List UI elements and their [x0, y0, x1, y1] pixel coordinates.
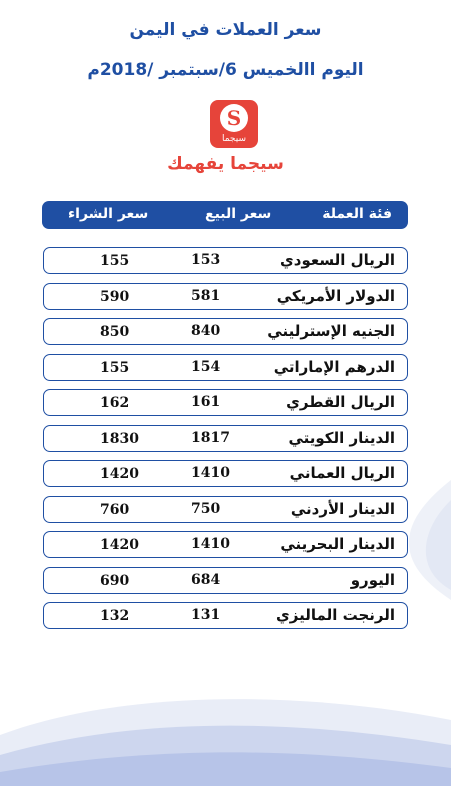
- sell-price: 750: [191, 500, 221, 517]
- buy-price: 155: [100, 359, 130, 376]
- sell-price: 131: [191, 607, 221, 623]
- currency-name: الدينار الأردني: [290, 499, 395, 518]
- sell-price: 1817: [191, 429, 230, 446]
- table-row: [43, 354, 408, 381]
- table-row: [43, 389, 408, 416]
- sell-price: 154: [191, 358, 221, 375]
- currency-name: اليورو: [350, 570, 395, 589]
- table-row: [43, 567, 408, 594]
- sell-price: 161: [191, 394, 221, 410]
- sell-price: 840: [191, 323, 221, 339]
- buy-price: 1420: [100, 466, 139, 482]
- table-row: [43, 247, 408, 274]
- logo-s-icon: S: [220, 104, 248, 132]
- date-subtitle: اليوم االخميس 6/سبتمبر /2018م: [87, 60, 364, 80]
- buy-price: 162: [100, 395, 130, 411]
- currency-name: الريال العماني: [289, 464, 395, 482]
- table-row: [43, 425, 408, 452]
- sell-price: 1410: [191, 465, 230, 481]
- column-header-sell: سعر البيع: [205, 206, 272, 222]
- buy-price: 760: [100, 501, 130, 518]
- table-row: [43, 283, 408, 310]
- currency-name: الدينار الكويتي: [288, 428, 395, 447]
- sell-price: 684: [191, 571, 221, 588]
- table-row: [43, 602, 408, 629]
- buy-price: 590: [100, 288, 130, 305]
- brand-slogan: سيجما يفهمك: [167, 154, 284, 174]
- currency-name: الدرهم الإماراتي: [273, 357, 395, 376]
- currency-name: الجنيه الإسترليني: [267, 322, 395, 340]
- buy-price: 850: [100, 324, 130, 340]
- buy-price: 132: [100, 608, 130, 624]
- page-title: سعر العملات في اليمن: [129, 20, 322, 40]
- sell-price: 153: [191, 252, 221, 268]
- column-header-buy: سعر الشراء: [68, 206, 149, 222]
- currency-name: الدينار البحريني: [280, 535, 395, 553]
- table-row: [43, 531, 408, 558]
- column-header-name: فئة العملة: [322, 206, 392, 222]
- table-row: [43, 318, 408, 345]
- buy-price: 155: [100, 253, 130, 269]
- sell-price: 1410: [191, 536, 230, 552]
- currency-name: الرنجت الماليزي: [276, 606, 395, 624]
- buy-price: 1830: [100, 430, 139, 447]
- table-header: [42, 201, 408, 229]
- buy-price: 1420: [100, 537, 139, 553]
- sell-price: 581: [191, 287, 221, 304]
- logo-text: سيجما: [221, 134, 246, 144]
- buy-price: 690: [100, 572, 130, 589]
- brand-logo: [210, 100, 258, 148]
- currency-name: الريال القطري: [286, 393, 395, 411]
- table-row: [43, 496, 408, 523]
- currency-name: الريال السعودي: [280, 251, 395, 269]
- currency-name: الدولار الأمريكي: [276, 286, 395, 305]
- table-row: [43, 460, 408, 487]
